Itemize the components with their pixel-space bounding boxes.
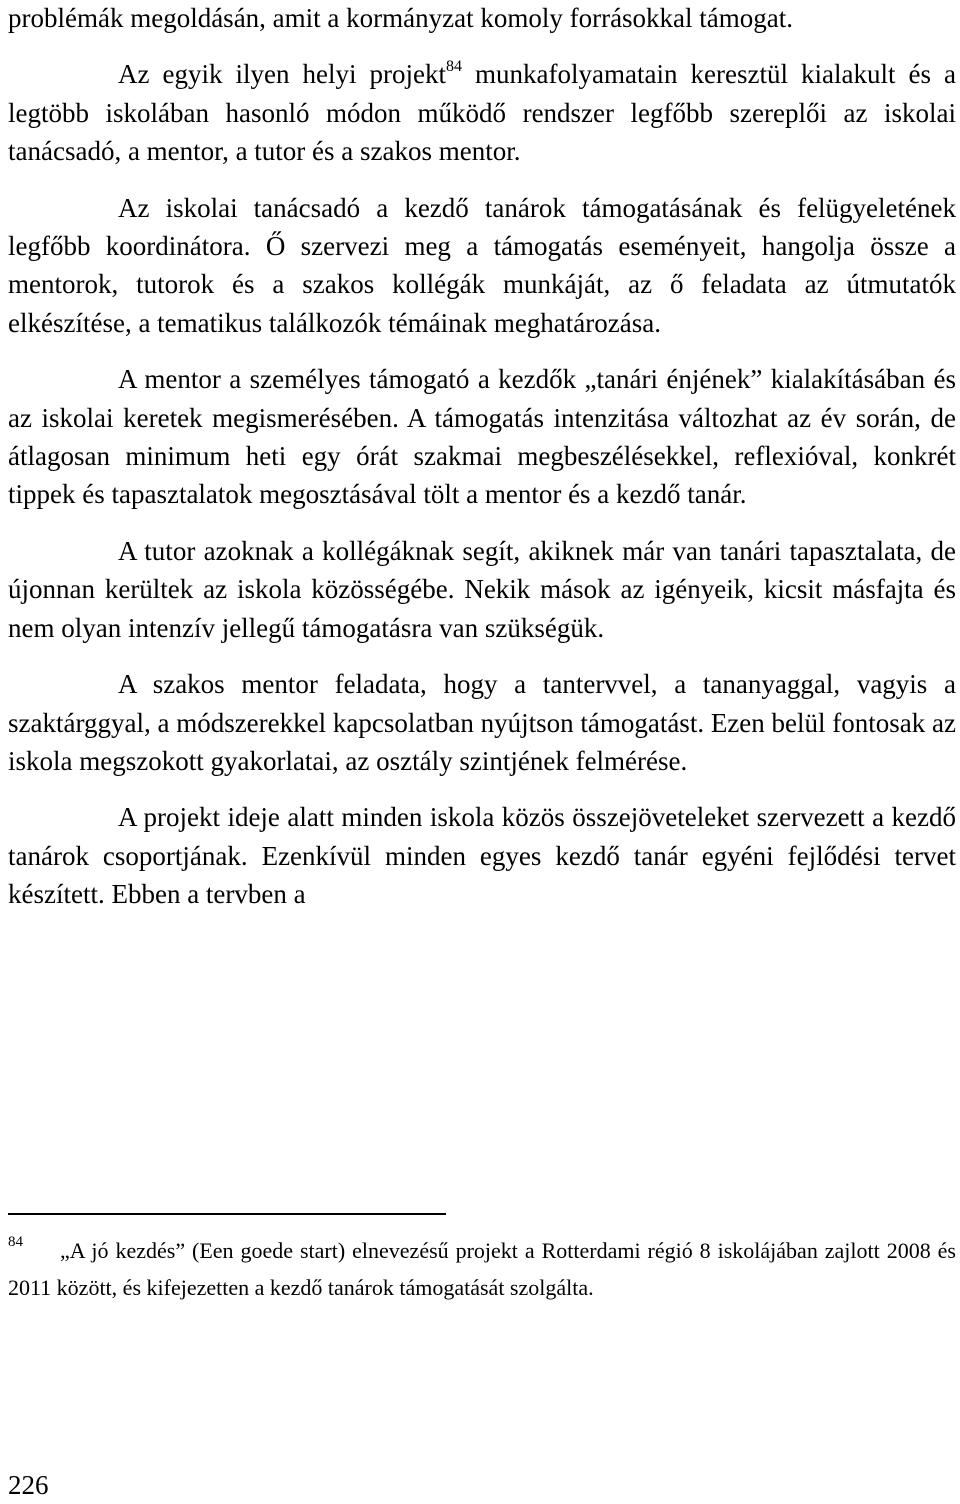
- footnote-separator: [8, 1213, 446, 1215]
- document-page: [8, 0, 956, 914]
- footnote: 84 „A jó kezdés” (Een goede start) elnevezésű projekt a Rotterdami régió 8 iskolájában zajlott 2008 és 2011 között, és kifejezetten a kezdő tanárok támogatását szolgálta.: [8, 1234, 956, 1300]
- page-number: 226: [8, 1470, 49, 1500]
- paragraph-mentor: A mentor a személyes támogató a kezdők „tanári énjének” kialakításában és az iskolai keretek megismerésében. A támogatás intenzitása változhat az év során, de átlagosan minimum heti egy órát szakmai megbeszélésekkel, reflexióval, konkrét tippek és tapasztalatok megosztásával tölt a mentor és a kezdő tanár.: [8, 364, 956, 510]
- paragraph-tutor: A tutor azoknak a kollégáknak segít, akiknek már van tanári tapasztalata, de újonnan kerültek az iskola közösségébe. Nekik mások az igényeik, kicsit másfajta és nem olyan intenzív jellegű támogatásra van szükségük.: [8, 535, 956, 643]
- paragraph-school-counselor: Az iskolai tanácsadó a kezdő tanárok támogatásának és felügyeletének legfőbb koordinátora. Ő szervezi meg a támogatás eseményeit, hangolja össze a mentorok, tutorok és a szakos kollégák munkáját, az ő feladata az útmutatók elkészítése, a tematikus találkozók témáinak meghatározása.: [8, 192, 956, 338]
- footnote-text: „A jó kezdés” (Een goede start) elnevezésű projekt a Rotterdami régió 8 iskolájában zajlott 2008 és 2011 között, és kifejezetten a kezdő tanárok támogatását szolgálta.: [8, 1238, 956, 1300]
- paragraph-local-project-rest: munkafolyamatain keresztül kialakult és a legtöbb iskolában hasonló módon működő rendszer legfőbb szereplői az iskolai tanácsadó, a mentor, a tutor és a szakos mentor.: [8, 59, 956, 167]
- paragraph-local-project-start: Az egyik ilyen helyi projekt: [118, 59, 447, 90]
- paragraph-project-meetings: A projekt ideje alatt minden iskola közös összejöveteleket szervezett a kezdő tanárok csoportjának. Ezenkívül minden egyes kezdő tanár egyéni fejlődési tervet készített. Ebben a tervben a: [8, 802, 956, 910]
- paragraph-subject-mentor: A szakos mentor feladata, hogy a tantervvel, a tananyaggal, vagyis a szaktárggyal, a módszerekkel kapcsolatban nyújtson támogatást. Ezen belül fontosak az iskola megszokott gyakorlatai, az osztály szintjének felmérése.: [8, 669, 956, 776]
- paragraph-local-project: [8, 55, 956, 170]
- footnote-reference[interactable]: 84: [446, 58, 463, 76]
- paragraph-continuation: problémák megoldásán, amit a kormányzat komoly forrásokkal támogat.: [8, 3, 794, 33]
